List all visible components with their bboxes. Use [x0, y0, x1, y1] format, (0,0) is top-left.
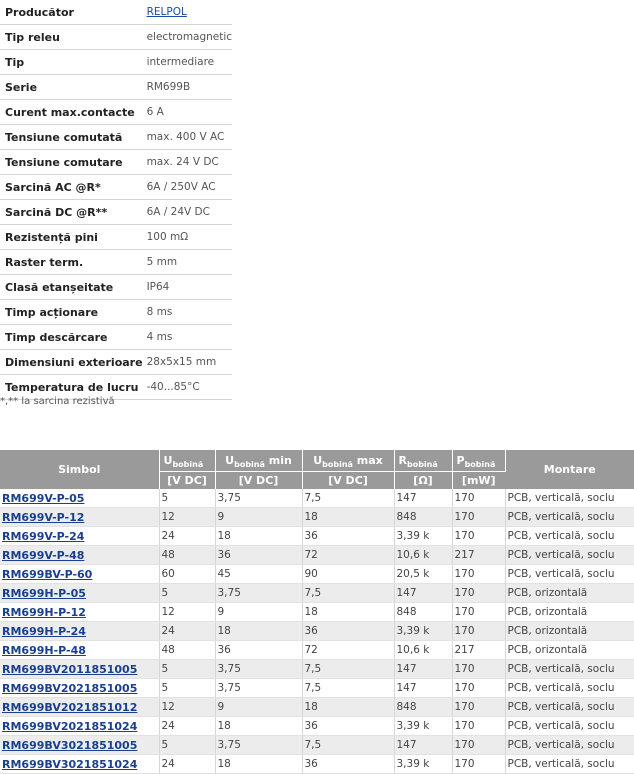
spec-label: Timp acționare — [0, 300, 143, 325]
table-row — [0, 698, 634, 717]
cell-montare: PCB, verticală, soclu — [505, 755, 634, 774]
cell-simbol — [0, 565, 159, 584]
cell-r-bobina: 147 — [394, 584, 452, 603]
cell-r-bobina: 20,5 k — [394, 565, 452, 584]
table-row — [0, 641, 634, 660]
cell-r-bobina: 3,39 k — [394, 755, 452, 774]
cell-simbol — [0, 717, 159, 736]
cell-simbol — [0, 755, 159, 774]
col-header-montare[interactable]: Montare — [505, 450, 634, 489]
spec-row — [0, 200, 232, 225]
product-link[interactable]: RM699BV3021851024 — [2, 757, 138, 771]
cell-u-bobina-max: 90 — [302, 565, 394, 584]
cell-montare: PCB, verticală, soclu — [505, 527, 634, 546]
spec-value: 6A / 24V DC — [143, 200, 233, 225]
product-link[interactable]: RM699V-P-24 — [2, 529, 85, 543]
cell-simbol — [0, 679, 159, 698]
cell-p-bobina: 217 — [452, 546, 505, 565]
table-row — [0, 508, 634, 527]
spec-value: 6A / 250V AC — [143, 175, 233, 200]
spec-label: Tensiune comutare — [0, 150, 143, 175]
spec-value: 8 ms — [143, 300, 233, 325]
cell-p-bobina: 170 — [452, 622, 505, 641]
cell-simbol — [0, 736, 159, 755]
table-row — [0, 546, 634, 565]
product-link[interactable]: RM699H-P-24 — [2, 624, 86, 638]
header-row — [0, 450, 634, 472]
cell-u-bobina-min: 18 — [215, 527, 302, 546]
cell-u-bobina-min: 45 — [215, 565, 302, 584]
unit-r-bobina: [Ω] — [394, 472, 452, 490]
cell-u-bobina-min: 36 — [215, 641, 302, 660]
spec-table — [0, 0, 232, 400]
cell-u-bobina: 48 — [159, 641, 215, 660]
cell-u-bobina-max: 72 — [302, 546, 394, 565]
cell-montare: PCB, verticală, soclu — [505, 736, 634, 755]
spec-label: Sarcină AC @R* — [0, 175, 143, 200]
col-header-u-bobina-max[interactable] — [302, 450, 394, 472]
cell-simbol — [0, 489, 159, 508]
table-row — [0, 755, 634, 774]
cell-r-bobina: 10,6 k — [394, 641, 452, 660]
cell-u-bobina-min: 36 — [215, 546, 302, 565]
spec-label: Sarcină DC @R** — [0, 200, 143, 225]
cell-u-bobina: 5 — [159, 679, 215, 698]
col-header-r-bobina[interactable] — [394, 450, 452, 472]
cell-montare: PCB, verticală, soclu — [505, 489, 634, 508]
spec-row — [0, 75, 232, 100]
spec-row — [0, 350, 232, 375]
cell-p-bobina: 170 — [452, 755, 505, 774]
cell-u-bobina-max: 72 — [302, 641, 394, 660]
cell-u-bobina: 5 — [159, 489, 215, 508]
cell-u-bobina-max: 7,5 — [302, 584, 394, 603]
cell-u-bobina-max: 7,5 — [302, 660, 394, 679]
spec-label: Producător — [0, 0, 143, 25]
cell-p-bobina: 170 — [452, 698, 505, 717]
table-row — [0, 736, 634, 755]
spec-value: 100 mΩ — [143, 225, 233, 250]
spec-row — [0, 250, 232, 275]
cell-simbol — [0, 698, 159, 717]
spec-label: Temperatura de lucru — [0, 375, 143, 400]
cell-montare: PCB, orizontală — [505, 622, 634, 641]
cell-p-bobina: 170 — [452, 717, 505, 736]
cell-u-bobina-max: 36 — [302, 622, 394, 641]
col-header-p-bobina[interactable] — [452, 450, 505, 472]
cell-u-bobina-min: 18 — [215, 755, 302, 774]
spec-value: 6 A — [143, 100, 233, 125]
cell-u-bobina-min: 18 — [215, 717, 302, 736]
header-sub: bobină — [406, 460, 438, 470]
cell-r-bobina: 3,39 k — [394, 622, 452, 641]
cell-simbol — [0, 546, 159, 565]
cell-u-bobina-max: 18 — [302, 698, 394, 717]
cell-p-bobina: 217 — [452, 641, 505, 660]
spec-row — [0, 0, 232, 25]
header-sub: bobină — [172, 460, 204, 470]
footnote: *,** la sarcina rezistivă — [0, 396, 115, 407]
cell-montare: PCB, verticală, soclu — [505, 546, 634, 565]
header-suffix: min — [264, 454, 292, 467]
cell-p-bobina: 170 — [452, 489, 505, 508]
cell-u-bobina: 5 — [159, 736, 215, 755]
cell-r-bobina: 147 — [394, 736, 452, 755]
producer-link[interactable]: RELPOL — [146, 6, 187, 18]
spec-label: Clasă etanșeitate — [0, 275, 143, 300]
cell-u-bobina: 24 — [159, 717, 215, 736]
table-row — [0, 660, 634, 679]
product-link[interactable]: RM699BV2021851024 — [2, 719, 138, 733]
cell-montare: PCB, verticală, soclu — [505, 717, 634, 736]
product-link[interactable]: RM699BV-P-60 — [2, 567, 93, 581]
table-row — [0, 717, 634, 736]
unit-p-bobina: [mW] — [452, 472, 505, 490]
product-link[interactable]: RM699V-P-12 — [2, 510, 85, 524]
spec-label: Rezistență pini — [0, 225, 143, 250]
table-row — [0, 603, 634, 622]
spec-label: Tip releu — [0, 25, 143, 50]
spec-label: Serie — [0, 75, 143, 100]
cell-p-bobina: 170 — [452, 527, 505, 546]
cell-montare: PCB, verticală, soclu — [505, 679, 634, 698]
table-row — [0, 489, 634, 508]
cell-r-bobina: 10,6 k — [394, 546, 452, 565]
header-main: P — [456, 454, 465, 467]
cell-u-bobina: 12 — [159, 603, 215, 622]
table-row — [0, 584, 634, 603]
product-table — [0, 450, 634, 774]
cell-simbol — [0, 641, 159, 660]
spec-value: IP64 — [143, 275, 233, 300]
cell-u-bobina: 24 — [159, 755, 215, 774]
cell-u-bobina: 48 — [159, 546, 215, 565]
header-main: U — [313, 454, 323, 467]
table-row — [0, 622, 634, 641]
cell-u-bobina-min: 9 — [215, 508, 302, 527]
cell-p-bobina: 170 — [452, 660, 505, 679]
header-main: U — [163, 454, 173, 467]
unit-u-bobina-max: [V DC] — [302, 472, 394, 490]
cell-r-bobina: 147 — [394, 489, 452, 508]
cell-simbol — [0, 603, 159, 622]
spec-value: 28x5x15 mm — [143, 350, 233, 375]
product-link[interactable]: RM699V-P-48 — [2, 548, 85, 562]
cell-u-bobina-min: 3,75 — [215, 489, 302, 508]
cell-montare: PCB, orizontală — [505, 641, 634, 660]
cell-u-bobina-min: 3,75 — [215, 584, 302, 603]
spec-label: Raster term. — [0, 250, 143, 275]
cell-p-bobina: 170 — [452, 736, 505, 755]
cell-p-bobina: 170 — [452, 603, 505, 622]
product-link[interactable]: RM699BV2021851005 — [2, 681, 138, 695]
header-sub: bobină — [464, 460, 496, 470]
cell-u-bobina: 12 — [159, 698, 215, 717]
spec-label: Curent max.contacte — [0, 100, 143, 125]
cell-montare: PCB, orizontală — [505, 584, 634, 603]
spec-row — [0, 300, 232, 325]
cell-u-bobina-max: 36 — [302, 527, 394, 546]
col-header-u-bobina-min[interactable] — [215, 450, 302, 472]
spec-row — [0, 275, 232, 300]
cell-u-bobina: 5 — [159, 660, 215, 679]
spec-label: Tensiune comutată — [0, 125, 143, 150]
header-main: R — [398, 454, 407, 467]
cell-simbol — [0, 584, 159, 603]
cell-simbol — [0, 660, 159, 679]
header-sub: bobină — [322, 460, 353, 470]
product-link[interactable]: RM699V-P-05 — [2, 491, 85, 505]
cell-r-bobina: 3,39 k — [394, 717, 452, 736]
cell-r-bobina: 147 — [394, 679, 452, 698]
cell-montare: PCB, orizontală — [505, 603, 634, 622]
header-suffix: max — [352, 454, 383, 467]
cell-u-bobina-min: 3,75 — [215, 679, 302, 698]
cell-simbol — [0, 527, 159, 546]
spec-label: Tip — [0, 50, 143, 75]
cell-u-bobina-max: 36 — [302, 755, 394, 774]
spec-value: max. 24 V DC — [143, 150, 233, 175]
spec-value: intermediare — [143, 50, 233, 75]
spec-row — [0, 25, 232, 50]
cell-u-bobina-min: 3,75 — [215, 736, 302, 755]
cell-u-bobina-min: 9 — [215, 698, 302, 717]
spec-value: electromagnetic — [143, 25, 233, 50]
header-sub: bobină — [234, 460, 265, 470]
unit-u-bobina: [V DC] — [159, 472, 215, 490]
cell-r-bobina: 848 — [394, 508, 452, 527]
spec-row — [0, 175, 232, 200]
cell-u-bobina-max: 18 — [302, 508, 394, 527]
cell-p-bobina: 170 — [452, 584, 505, 603]
product-link[interactable]: RM699BV2011851005 — [2, 662, 138, 676]
spec-label: Timp descărcare — [0, 325, 143, 350]
cell-r-bobina: 848 — [394, 603, 452, 622]
cell-u-bobina: 12 — [159, 508, 215, 527]
cell-u-bobina-min: 3,75 — [215, 660, 302, 679]
cell-simbol — [0, 508, 159, 527]
cell-r-bobina: 147 — [394, 660, 452, 679]
col-header-simbol[interactable]: Simbol — [0, 450, 159, 489]
cell-simbol — [0, 622, 159, 641]
cell-u-bobina: 5 — [159, 584, 215, 603]
cell-montare: PCB, verticală, soclu — [505, 660, 634, 679]
table-row — [0, 565, 634, 584]
spec-value: RM699B — [143, 75, 233, 100]
cell-u-bobina-max: 36 — [302, 717, 394, 736]
spec-value: 4 ms — [143, 325, 233, 350]
cell-u-bobina: 24 — [159, 527, 215, 546]
cell-montare: PCB, verticală, soclu — [505, 698, 634, 717]
spec-value: -40...85°C — [143, 375, 233, 400]
unit-u-bobina-min: [V DC] — [215, 472, 302, 490]
product-link[interactable]: RM699BV3021851005 — [2, 738, 138, 752]
cell-montare: PCB, verticală, soclu — [505, 565, 634, 584]
cell-u-bobina-max: 7,5 — [302, 489, 394, 508]
spec-row — [0, 325, 232, 350]
spec-label: Dimensiuni exterioare — [0, 350, 143, 375]
cell-r-bobina: 848 — [394, 698, 452, 717]
spec-row — [0, 125, 232, 150]
table-row — [0, 679, 634, 698]
header-main: U — [225, 454, 235, 467]
cell-u-bobina-max: 7,5 — [302, 736, 394, 755]
cell-p-bobina: 170 — [452, 508, 505, 527]
cell-u-bobina-max: 18 — [302, 603, 394, 622]
product-link[interactable]: RM699H-P-12 — [2, 605, 86, 619]
spec-row — [0, 225, 232, 250]
cell-montare: PCB, verticală, soclu — [505, 508, 634, 527]
spec-value — [143, 0, 233, 25]
cell-u-bobina-min: 9 — [215, 603, 302, 622]
product-link[interactable]: RM699H-P-48 — [2, 643, 86, 657]
cell-p-bobina: 170 — [452, 565, 505, 584]
cell-p-bobina: 170 — [452, 679, 505, 698]
cell-u-bobina-max: 7,5 — [302, 679, 394, 698]
cell-u-bobina-min: 18 — [215, 622, 302, 641]
product-link[interactable]: RM699BV2021851012 — [2, 700, 138, 714]
spec-row — [0, 50, 232, 75]
spec-value: max. 400 V AC — [143, 125, 233, 150]
product-link[interactable]: RM699H-P-05 — [2, 586, 86, 600]
cell-u-bobina: 24 — [159, 622, 215, 641]
cell-r-bobina: 3,39 k — [394, 527, 452, 546]
cell-u-bobina: 60 — [159, 565, 215, 584]
spec-row — [0, 100, 232, 125]
col-header-u-bobina[interactable] — [159, 450, 215, 472]
table-row — [0, 527, 634, 546]
spec-row — [0, 150, 232, 175]
spec-value: 5 mm — [143, 250, 233, 275]
